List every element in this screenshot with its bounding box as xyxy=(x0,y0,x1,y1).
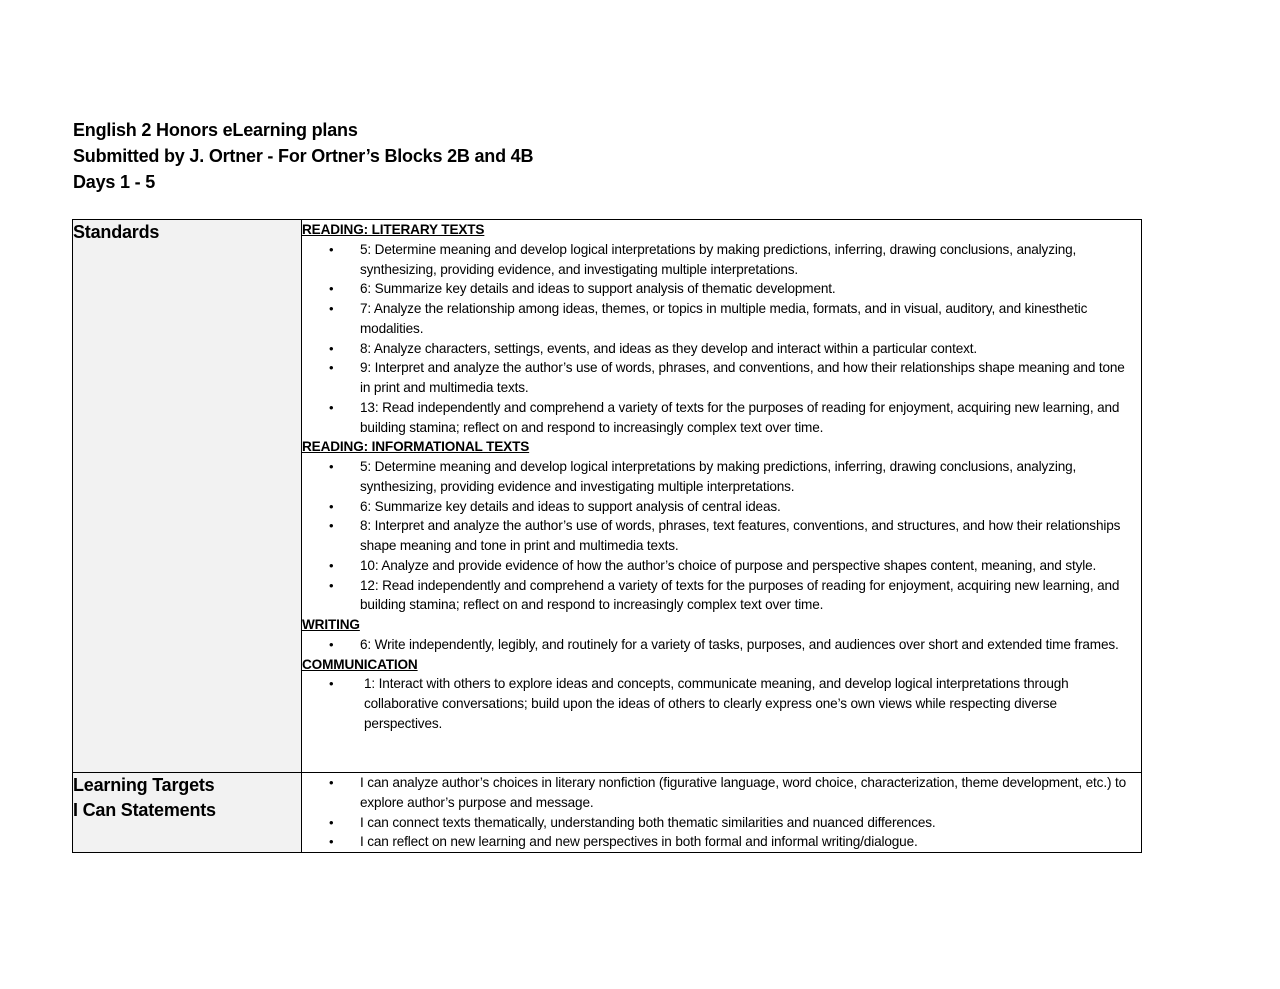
informational-standards-list xyxy=(302,457,1141,615)
bullet-icon: • xyxy=(329,360,334,376)
communication-standards-list xyxy=(302,674,1141,733)
bullet-icon: • xyxy=(329,340,334,356)
bullet-icon: • xyxy=(329,518,334,534)
list-item: • I can connect texts thematically, understanding both thematic similarities and nuanced differences. xyxy=(302,813,1141,833)
writing-standards-list xyxy=(302,635,1141,655)
standards-label: Standards xyxy=(73,222,160,242)
section-heading-communication: COMMUNICATION xyxy=(302,656,418,672)
list-item: • I can analyze author’s choices in literary nonfiction (figurative language, word choice, characterization, theme development, etc.) to explore author’s purpose and message. xyxy=(329,775,1126,810)
list-item: • 9: Interpret and analyze the author’s use of words, phrases, and conventions, and how their relationships shape meaning and tone in print and multimedia texts. xyxy=(329,360,1125,395)
standards-row xyxy=(73,220,1142,773)
bullet-icon: • xyxy=(329,676,334,692)
standards-content-cell xyxy=(302,220,1142,773)
section-heading-literary: READING: LITERARY TEXTS xyxy=(302,222,485,237)
section-heading-informational: READING: INFORMATIONAL TEXTS xyxy=(302,439,530,455)
bullet-icon: • xyxy=(329,577,334,593)
document-title: English 2 Honors eLearning plans xyxy=(73,120,358,140)
learning-targets-list xyxy=(302,773,1141,852)
bullet-icon: • xyxy=(329,814,334,830)
learning-targets-row xyxy=(73,773,1142,853)
section-heading-writing: WRITING xyxy=(302,617,360,632)
standards-label-cell xyxy=(73,220,302,773)
list-item: • 12: Read independently and comprehend a variety of texts for the purposes of reading for enjoyment, acquiring new learning, and building stamina; reflect on and respond to increasingly complex text over time. xyxy=(329,577,1120,613)
lesson-plan-table xyxy=(72,219,1142,853)
bullet-icon: • xyxy=(329,281,334,297)
list-item: • 8: Interpret and analyze the author’s use of words, phrases, text features, conventions, and structures, and how their relationships shape meaning and tone in print and multimedia texts. xyxy=(329,518,1121,553)
list-item: • 10: Analyze and provide evidence of how the author’s choice of purpose and perspective shapes content, meaning, and style. xyxy=(302,556,1141,576)
learning-targets-label-cell xyxy=(73,773,302,853)
list-item: • 6: Summarize key details and ideas to support analysis of thematic development. xyxy=(302,279,1141,299)
list-item: • 6: Summarize key details and ideas to support analysis of central ideas. xyxy=(302,497,1141,517)
list-item: • 7: Analyze the relationship among ideas, themes, or topics in multiple media, formats, and in visual, auditory, and kinesthetic modalities. xyxy=(329,301,1088,336)
learning-targets-label: Learning Targets xyxy=(73,775,215,795)
list-item: • I can reflect on new learning and new perspectives in both formal and informal writing/dialogue. xyxy=(302,832,1141,852)
list-item: • 13: Read independently and comprehend a variety of texts for the purposes of reading for enjoyment, acquiring new learning, and building stamina; reflect on and respond to increasingly complex text over time. xyxy=(329,399,1120,435)
list-item: • 5: Determine meaning and develop logical interpretations by making predictions, inferring, drawing conclusions, analyzing, synthesizing, providing evidence and investigating multiple interpretations. xyxy=(329,459,1077,494)
bullet-icon: • xyxy=(329,241,334,257)
document-header xyxy=(73,117,533,195)
list-item: • 5: Determine meaning and develop logical interpretations by making predictions, inferring, drawing conclusions, analyzing, synthesizing, providing evidence, and investigating multiple interpretations. xyxy=(329,241,1077,277)
bullet-icon: • xyxy=(329,399,334,415)
document-days: Days 1 - 5 xyxy=(73,172,156,192)
list-item: • 1: Interact with others to explore ideas and concepts, communicate meaning, and develop logical interpretations through collaborative conversations; build upon the ideas of others to clearly express one’s own views while respecting diverse perspectives. xyxy=(329,676,1069,731)
learning-targets-content-cell xyxy=(302,773,1142,853)
document-submitted-by: Submitted by J. Ortner - For Ortner’s Blocks 2B and 4B xyxy=(73,146,534,166)
bullet-icon: • xyxy=(329,775,334,790)
list-item: • 8: Analyze characters, settings, events, and ideas as they develop and interact within a particular context. xyxy=(302,339,1141,359)
bullet-icon: • xyxy=(329,834,334,850)
bullet-icon: • xyxy=(329,498,334,514)
list-item: • 6: Write independently, legibly, and routinely for a variety of tasks, purposes, and audiences over short and extended time frames. xyxy=(302,635,1141,655)
i-can-statements-label: I Can Statements xyxy=(73,800,216,820)
bullet-icon: • xyxy=(329,459,334,474)
literary-standards-list xyxy=(302,240,1141,438)
bullet-icon: • xyxy=(329,301,334,316)
bullet-icon: • xyxy=(329,557,334,573)
bullet-icon: • xyxy=(329,636,334,652)
